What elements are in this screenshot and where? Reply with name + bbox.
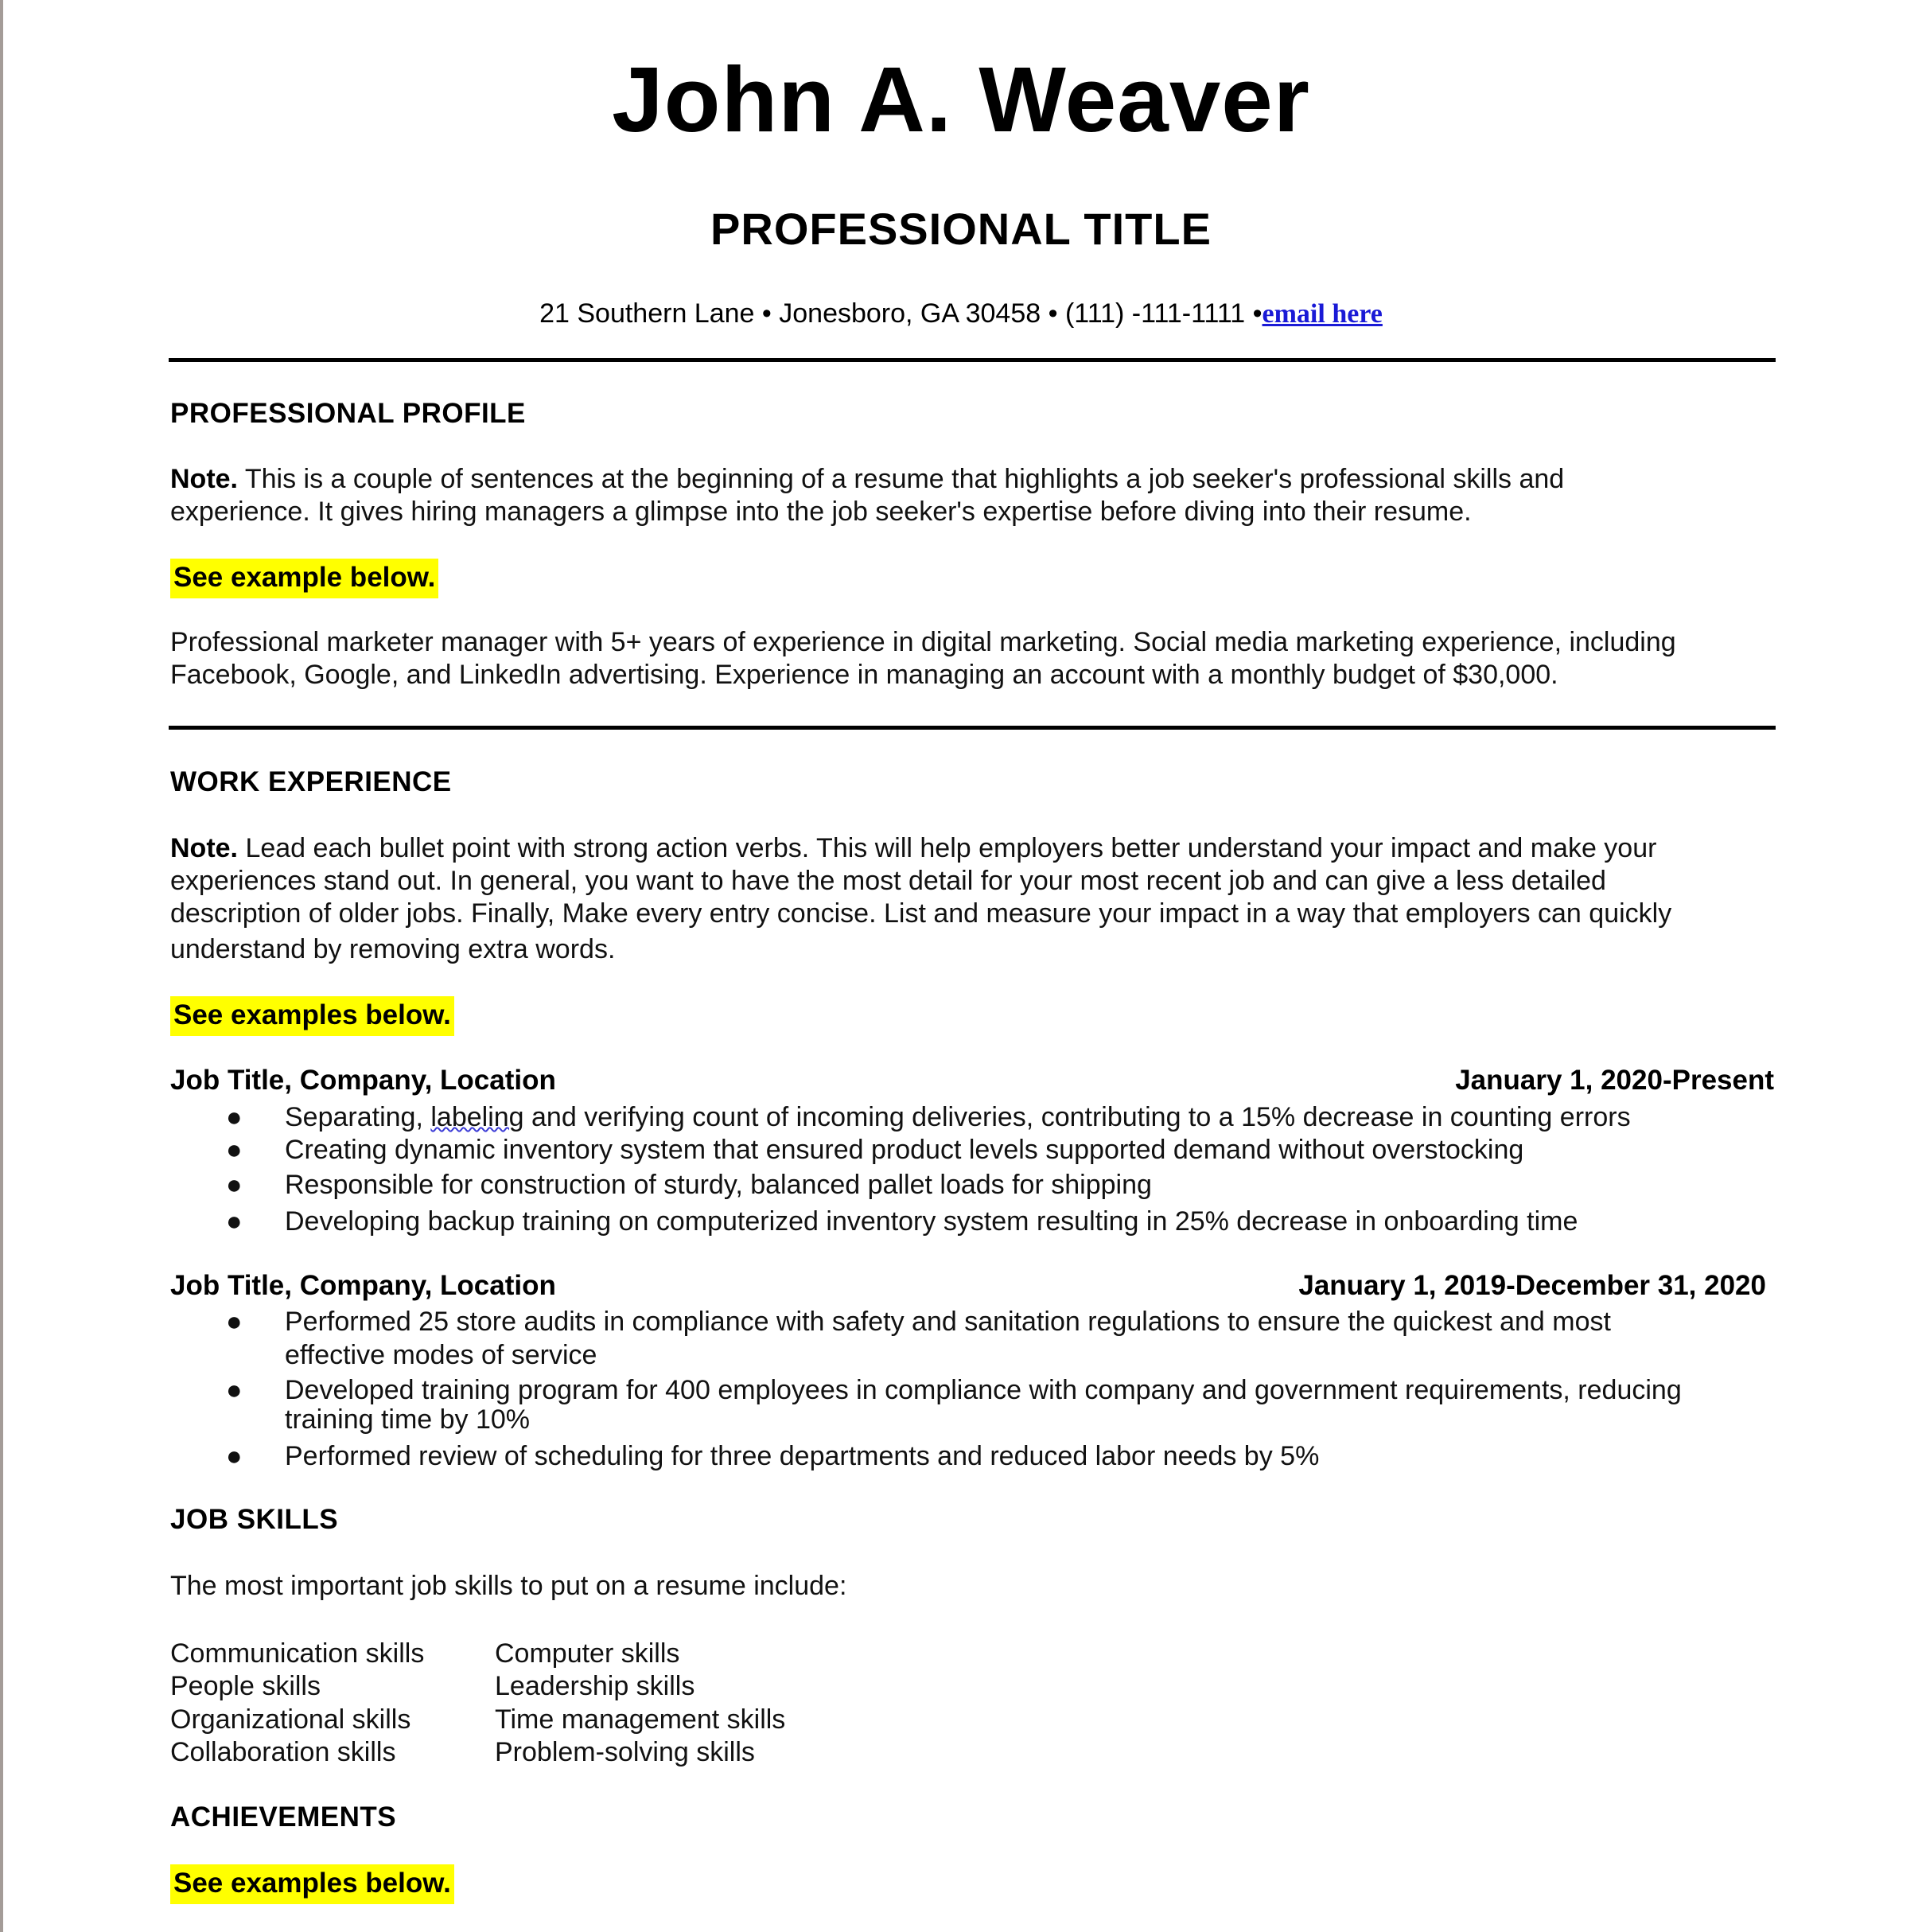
email-link[interactable]: email here: [1262, 299, 1383, 329]
contact-city: Jonesboro, GA 30458: [779, 298, 1041, 329]
professional-title: PROFESSIONAL TITLE: [710, 204, 1212, 254]
job-title: Job Title, Company, Location: [170, 1065, 556, 1096]
highlight-see-examples: See examples below.: [170, 996, 454, 1036]
bullet-icon: ●: [226, 1102, 243, 1132]
profile-heading: PROFESSIONAL PROFILE: [170, 398, 526, 429]
achievements-heading: ACHIEVEMENTS: [170, 1802, 397, 1833]
skill-item: Organizational skills: [170, 1704, 411, 1735]
job-dates: January 1, 2020-Present: [1455, 1065, 1774, 1096]
profile-note: [170, 463, 1564, 528]
skills-heading: JOB SKILLS: [170, 1504, 339, 1535]
bullet-separator: •: [1252, 298, 1263, 329]
highlight-see-examples: See examples below.: [170, 1864, 454, 1904]
skill-item: Leadership skills: [495, 1671, 695, 1701]
skills-intro: The most important job skills to put on a resume include:: [170, 1571, 847, 1601]
profile-note-line: experience. It gives hiring managers a glimpse into the job seeker's expertise before diving into their resume.: [170, 497, 1472, 527]
skill-item: People skills: [170, 1671, 321, 1701]
spellcheck-flagged-word: labeling: [430, 1102, 524, 1132]
job-dates: January 1, 2019-December 31, 2020: [1298, 1270, 1766, 1301]
page-left-edge: [0, 0, 3, 1932]
skill-item: Computer skills: [495, 1638, 680, 1669]
skill-item: Collaboration skills: [170, 1737, 396, 1767]
job-entry-header: [170, 1270, 1766, 1302]
bullet-icon: ●: [226, 1441, 243, 1471]
profile-note-line: Note. This is a couple of sentences at the beginning of a resume that highlights a job seeker's professional skills and: [170, 464, 1565, 494]
profile-example-line: Professional marketer manager with 5+ years of experience in digital marketing. Social media marketing experience, including: [170, 627, 1676, 657]
bullet-icon: ●: [226, 1135, 243, 1165]
contact-line: [0, 298, 1922, 329]
profile-example: [170, 626, 1676, 691]
candidate-name: John A. Weaver: [612, 48, 1310, 151]
contact-address: 21 Southern Lane: [539, 298, 755, 329]
section-divider: [169, 726, 1776, 730]
skill-item: Problem-solving skills: [495, 1737, 755, 1767]
section-divider: [169, 358, 1776, 362]
profile-example-line: Facebook, Google, and LinkedIn advertising. Experience in managing an account with a monthly budget of $30,000.: [170, 660, 1558, 690]
work-note-line: experiences stand out. In general, you want to have the most detail for your most recent job and can give a less detailed: [170, 866, 1606, 896]
work-heading: WORK EXPERIENCE: [170, 766, 452, 797]
highlight-see-example: See example below.: [170, 559, 438, 598]
work-note-line: understand by removing extra words.: [170, 934, 616, 964]
work-note: [170, 832, 1671, 966]
bullet-separator: •: [1048, 298, 1058, 329]
job-title: Job Title, Company, Location: [170, 1270, 556, 1301]
bullet-icon: ●: [226, 1206, 243, 1237]
contact-phone: (111) -111-1111: [1064, 298, 1246, 329]
job-entry-header: [170, 1065, 1774, 1096]
bullet-icon: ●: [226, 1170, 243, 1200]
skill-item: Time management skills: [495, 1704, 786, 1735]
bullet-separator: •: [761, 298, 772, 329]
skill-item: Communication skills: [170, 1638, 425, 1669]
note-label: Note.: [170, 833, 238, 863]
note-label: Note.: [170, 464, 238, 494]
bullet-icon: ●: [226, 1375, 243, 1405]
work-note-line: description of older jobs. Finally, Make every entry concise. List and measure your impact in a way that employers can quickly: [170, 898, 1672, 929]
work-note-line: Note. Lead each bullet point with strong action verbs. This will help employers better understand your impact and make your: [170, 833, 1657, 863]
bullet-icon: ●: [226, 1307, 243, 1337]
